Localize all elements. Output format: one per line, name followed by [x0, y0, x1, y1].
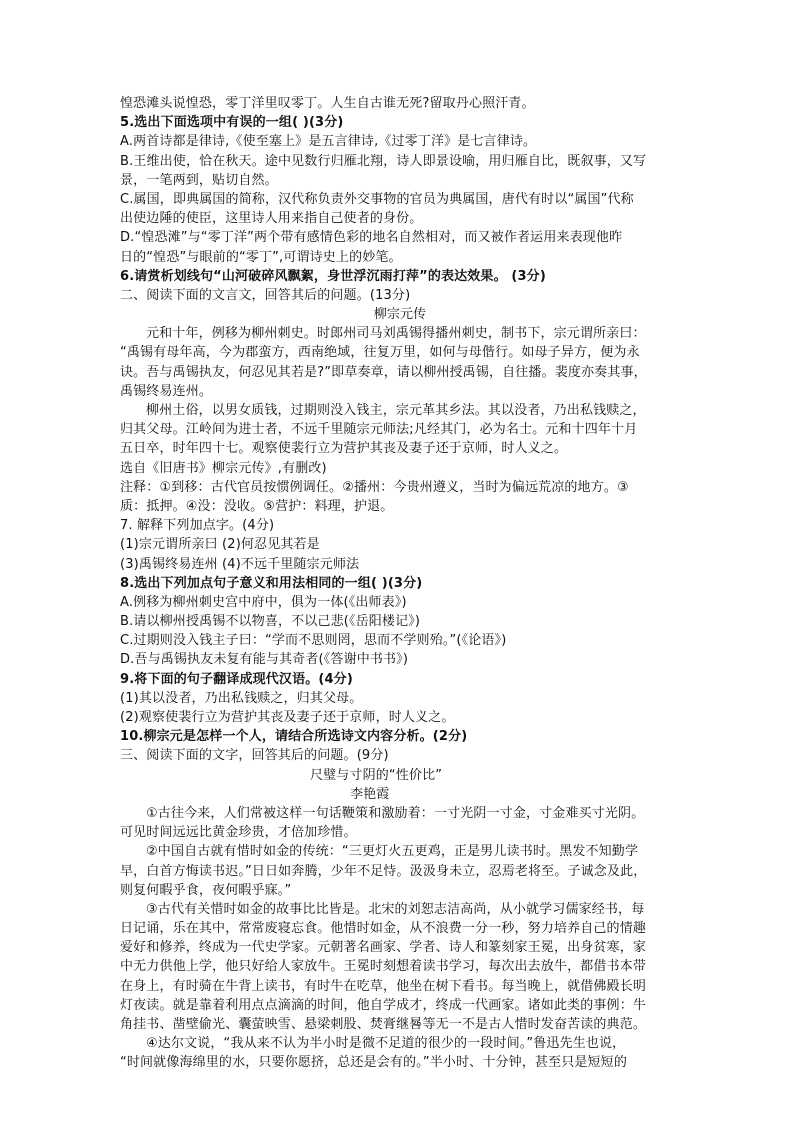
text-line: 日的“惶恐”与眼前的“零丁”,可谓诗史上的妙笔。 [120, 249, 402, 265]
text-line: 出使边陲的使臣，这里诗人用来指自己使者的身份。 [120, 211, 423, 227]
text-line: 早，白首方悔读书迟。”日日如奔腾，少年不足恃。汲汲身未立，忍焉老将至。子诚念及此， [120, 863, 647, 879]
text-line: 二、阅读下面的文言文，回答其后的问题。(13分) [120, 287, 411, 303]
text-line: 归其父母。江岭间为进士者，不远千里随宗元师法;凡经其门，必为名士。元和十四年十月 [120, 422, 638, 438]
text-line: ①古往今来，人们常被这样一句话鞭策和激励着：一寸光阴一寸金，寸金难买寸光阴。 [146, 805, 645, 821]
text-line: B.请以柳州授禹锡不以物喜，不以己悲(《岳阳楼记》) [120, 614, 421, 630]
text-line: “时间就像海绵里的水，只要你愿挤，总还是会有的。”半小时、十分钟，甚至只是短短的 [120, 1055, 627, 1071]
text-line: C.属国，即典属国的简称，汉代称负责外交事物的官员为典属国，唐代有时以“属国”代称 [120, 191, 634, 207]
text-line: 注释：①到移：古代官员按惯例调任。②播州：今贵州遵义，当时为偏远荒凉的地方。③ [120, 479, 629, 495]
text-line: D.吾与禹锡执友未复有能与其奇者(《答谢中书书》) [120, 652, 409, 668]
text-line: 可见时间远远比黄金珍贵，才倍加珍惜。 [120, 825, 357, 841]
text-line: 8.选出下列加点句子意义和用法相同的一组( )(3分) [120, 575, 423, 591]
text-line: 选自《旧唐书》柳宗元传》,有删改) [120, 460, 327, 476]
text-line: 则复何暇乎食，夜何暇乎寐。” [120, 882, 292, 898]
text-line: 6.请赏析划线句“山河破碎风飘絮，身世浮沉雨打萍”的表达效果。 (3分) [120, 268, 546, 284]
text-line: 惶恐滩头说惶恐，零丁洋里叹零丁。人生自古谁无死?留取丹心照汗青。 [120, 96, 535, 111]
text-line: 灯夜读。就是靠着利用点点滴滴的时间，他自学成才，终成一代画家。诸如此类的事例：牛 [120, 997, 647, 1013]
text-line: 7. 解释下列加点字。(4分) [120, 518, 275, 534]
text-line: 李艳霞 [350, 786, 390, 802]
text-line: (1)其以没者，乃出私钱赎之，归其父母。 [120, 690, 363, 706]
text-line: 质：抵押。④没：没收。⑤营护：料理，护退。 [120, 498, 394, 514]
text-line: 禹锡终易连州。 [120, 383, 213, 399]
text-line: 景，一笔两到，贴切自然。 [120, 172, 278, 188]
text-line: 爱好和修养，终成为一代史学家。元朝著名画家、学者、诗人和篆刻家王冕，出身贫寒，家 [120, 940, 647, 956]
document-page [120, 94, 680, 1073]
text-line: 尺璧与寸阴的“性价比” [310, 767, 443, 783]
text-line: 元和十年，例移为柳州刺史。时郎州司马刘禹锡得播州刺史，制书下，宗元谓所亲曰： [146, 326, 646, 342]
text-line: A.两首诗都是律诗,《使至塞上》是五言律诗,《过零丁洋》是七言律诗。 [120, 134, 537, 150]
text-line: “禹锡有母年高，今为郡蛮方，西南绝域，往复万里，如何与母偕行。如母子异方，便为永 [120, 345, 640, 361]
text-line: (2)观察使裴行立为营护其丧及妻子还于京师，时人义之。 [120, 710, 455, 725]
text-line: A.例移为柳州刺史宫中府中，俱为一体(《出师表》) [120, 594, 407, 610]
text-line: 柳州土俗，以男女质钱，过期则没入钱主，宗元革其乡法。其以没者，乃出私钱赎之， [146, 403, 646, 418]
text-line: B.王维出使，恰在秋天。途中见数行归雁北翔，诗人即景设喻，用归雁自比，既叙事，又写 [120, 153, 647, 169]
text-line: 日记诵，乐在其中，常常废寝忘食。他惜时如金，从不浪费一分一秒，努力培养自己的情趣 [120, 921, 647, 937]
text-line: 诀。吾与禹锡执友，何忍见其若是?”即草奏章，请以柳州授禹锡，自往播。裴度亦奏其事， [120, 364, 647, 380]
text-line: D.“惶恐滩”与“零丁洋”两个带有感情色彩的地名自然相对，而又被作者运用来表现他昨 [120, 230, 623, 246]
text-line: (3)禹锡终易连州 (4)不远千里随宗元师法 [120, 556, 360, 572]
text-line: 柳宗元传 [373, 307, 427, 323]
text-line: 在身上，有时骑在牛背上读书，有时牛在吃草，他坐在树下看书。每当晚上，就借佛殿长明 [120, 978, 647, 994]
text-line: ②中国自古就有惜时如金的传统：“三更灯火五更鸡，正是男儿读书时。黑发不知勤学 [146, 844, 639, 860]
text-line: 角挂书、凿壁偷光、囊萤映雪、悬梁刺股、焚膏继晷等无一不是古人惜时发奋苦读的典范。 [120, 1017, 647, 1032]
text-line: C.过期则没入钱主子曰：“学而不思则罔，思而不学则殆。”(《论语》) [120, 633, 507, 649]
text-line: 5.选出下面选项中有误的一组( )(3分) [120, 115, 344, 131]
text-line: 中无力供他上学，他只好给人家放牛。王冕时刻想着读书学习，每次出去放牛，都借书本带 [120, 959, 647, 975]
text-line: 9.将下面的句子翻译成现代汉语。(4分) [120, 671, 353, 687]
text-line: ④达尔文说，“我从来不认为半小时是微不足道的很少的一段时间。”鲁迅先生也说， [146, 1036, 626, 1052]
text-line: 10.柳宗元是怎样一个人，请结合所选诗文内容分析。(2分) [120, 729, 468, 745]
text-line: 三、阅读下面的文字，回答其后的问题。(9分) [120, 748, 389, 764]
text-line: 五日卒，时年四十七。观察使裴行立为营护其丧及妻子还于京师，时人义之。 [120, 441, 568, 457]
text-line: ③古代有关惜时如金的故事比比皆是。北宋的刘恕志洁高尚，从小就学习儒家经书，每 [146, 901, 645, 917]
text-line: (1)宗元谓所亲曰 (2)何忍见其若是 [120, 537, 320, 553]
